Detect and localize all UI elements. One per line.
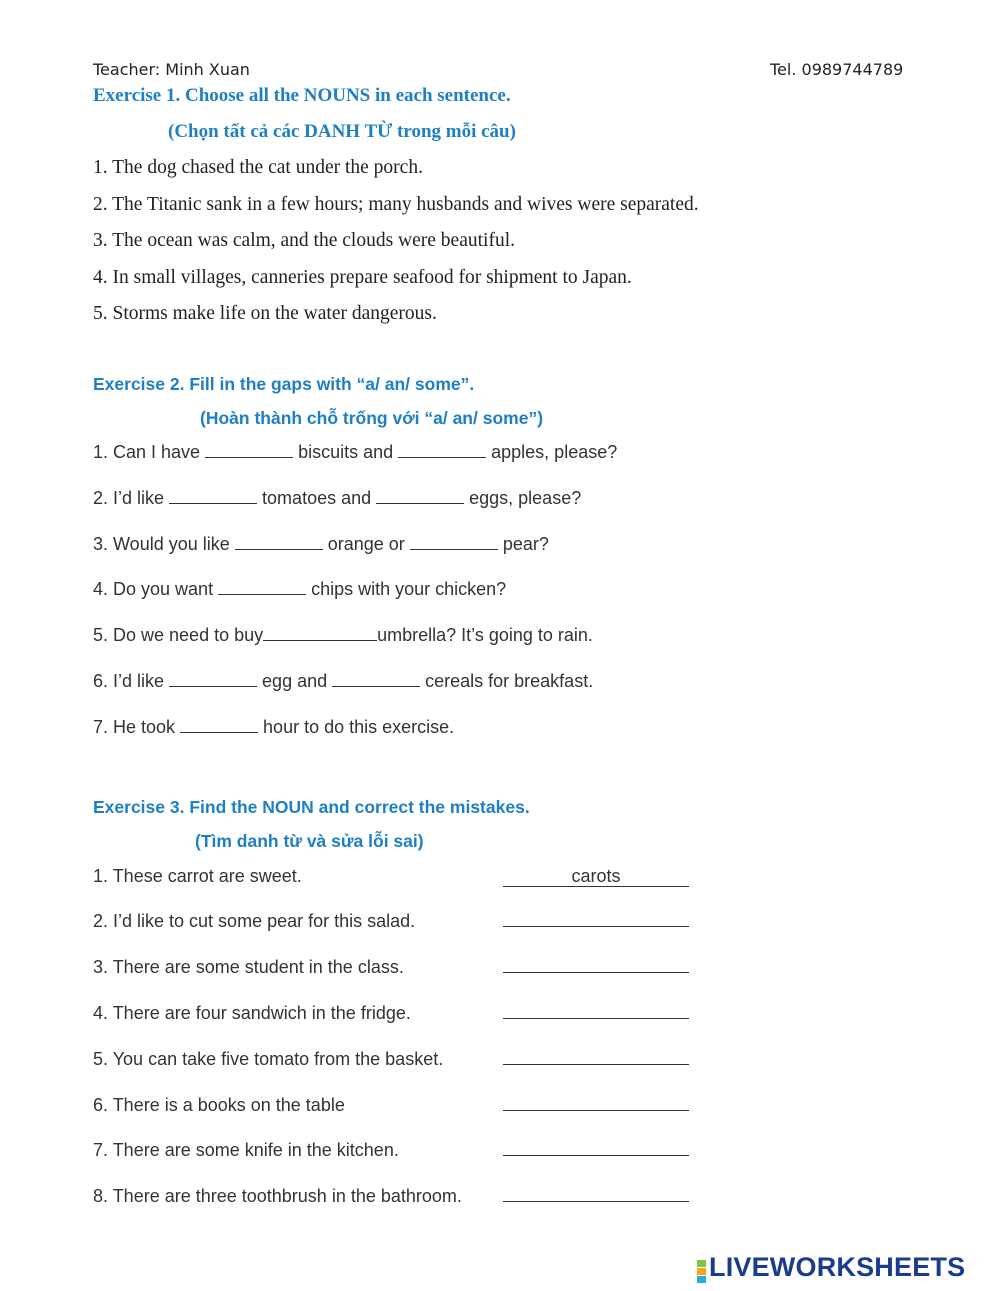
exercise-1-item[interactable]: 2. The Titanic sank in a few hours; many husbands and wives were separated. bbox=[93, 194, 699, 215]
exercise-2-item bbox=[93, 717, 454, 738]
exercise-1-item[interactable]: 1. The dog chased the cat under the porch. bbox=[93, 157, 423, 178]
answer-blank[interactable] bbox=[169, 489, 257, 504]
teacher-name: Teacher: Minh Xuan bbox=[93, 60, 250, 79]
logo-block bbox=[697, 1260, 706, 1267]
exercise-3-title: Exercise 3. Find the NOUN and correct the mistakes. bbox=[93, 797, 530, 817]
exercise-2-title: Exercise 2. Fill in the gaps with “a/ an/ some”. bbox=[93, 374, 475, 394]
exercise-3-subtitle: (Tìm danh từ và sửa lỗi sai) bbox=[195, 831, 424, 851]
answer-field[interactable] bbox=[503, 1018, 689, 1019]
answer-blank[interactable] bbox=[332, 672, 420, 687]
liveworksheets-logo[interactable] bbox=[697, 1252, 965, 1284]
exercise-3-answer[interactable] bbox=[503, 866, 689, 887]
exercise-3-sentence: 7. There are some knife in the kitchen. bbox=[93, 1140, 399, 1160]
answer-field[interactable] bbox=[503, 1064, 689, 1065]
answer-blank[interactable] bbox=[169, 672, 257, 687]
exercise-3-answer[interactable] bbox=[503, 1186, 689, 1207]
exercise-3-sentence: 2. I’d like to cut some pear for this salad. bbox=[93, 911, 416, 931]
exercise-1-item[interactable]: 4. In small villages, canneries prepare seafood for shipment to Japan. bbox=[93, 267, 632, 288]
logo-block bbox=[697, 1268, 706, 1275]
answer-blank[interactable] bbox=[235, 535, 323, 550]
exercise-3-answer[interactable] bbox=[503, 1003, 689, 1024]
answer-blank[interactable] bbox=[218, 580, 306, 595]
teacher-phone: Tel. 0989744789 bbox=[770, 60, 904, 79]
item-text: 2. I’d like bbox=[93, 488, 170, 508]
exercise-3-answer[interactable] bbox=[503, 1049, 689, 1070]
logo-block bbox=[697, 1276, 706, 1283]
item-text: 6. I’d like bbox=[93, 671, 170, 691]
item-text: chips with your chicken? bbox=[306, 579, 507, 599]
answer-blank[interactable] bbox=[376, 489, 464, 504]
item-text: umbrella? It’s going to rain. bbox=[377, 625, 593, 645]
exercise-3-sentence: 8. There are three toothbrush in the bathroom. bbox=[93, 1186, 462, 1206]
logo-blocks-icon bbox=[697, 1260, 706, 1284]
answer-field[interactable]: carots bbox=[503, 866, 689, 887]
answer-blank[interactable] bbox=[398, 443, 486, 458]
exercise-3-sentence: 1. These carrot are sweet. bbox=[93, 866, 302, 886]
exercise-2-item bbox=[93, 442, 617, 463]
item-text: 7. He took bbox=[93, 717, 181, 737]
answer-field[interactable] bbox=[503, 1110, 689, 1111]
exercise-1-subtitle: (Chọn tất cả các DANH TỪ trong mỗi câu) bbox=[168, 121, 516, 142]
item-text: apples, please? bbox=[486, 442, 618, 462]
item-text: tomatoes and bbox=[257, 488, 377, 508]
exercise-1-item[interactable]: 3. The ocean was calm, and the clouds were beautiful. bbox=[93, 230, 515, 251]
item-text: cereals for breakfast. bbox=[420, 671, 594, 691]
exercise-2-item bbox=[93, 579, 506, 600]
item-text: hour to do this exercise. bbox=[258, 717, 455, 737]
exercise-3-answer[interactable] bbox=[503, 1095, 689, 1116]
answer-blank[interactable] bbox=[263, 626, 377, 641]
exercise-1-title: Exercise 1. Choose all the NOUNS in each sentence. bbox=[93, 85, 511, 106]
item-text: 4. Do you want bbox=[93, 579, 219, 599]
answer-blank[interactable] bbox=[180, 718, 258, 733]
answer-field[interactable] bbox=[503, 1201, 689, 1202]
exercise-2-item bbox=[93, 625, 593, 646]
answer-field[interactable] bbox=[503, 1155, 689, 1156]
item-text: biscuits and bbox=[293, 442, 399, 462]
exercise-2-item bbox=[93, 671, 593, 692]
item-text: 3. Would you like bbox=[93, 534, 235, 554]
exercise-3-answer[interactable] bbox=[503, 911, 689, 932]
item-text: 5. Do we need to buy bbox=[93, 625, 264, 645]
exercise-1-item[interactable]: 5. Storms make life on the water dangerous. bbox=[93, 303, 437, 324]
exercise-3-sentence: 3. There are some student in the class. bbox=[93, 957, 404, 977]
answer-blank[interactable] bbox=[205, 443, 293, 458]
exercise-3-sentence: 4. There are four sandwich in the fridge. bbox=[93, 1003, 411, 1023]
answer-blank[interactable] bbox=[410, 535, 498, 550]
answer-field[interactable] bbox=[503, 972, 689, 973]
exercise-3-answer[interactable] bbox=[503, 957, 689, 978]
item-text: 1. Can I have bbox=[93, 442, 206, 462]
item-text: orange or bbox=[322, 534, 410, 554]
item-text: pear? bbox=[497, 534, 549, 554]
exercise-2-subtitle: (Hoàn thành chỗ trống với “a/ an/ some”) bbox=[200, 408, 544, 428]
exercise-3-sentence: 6. There is a books on the table bbox=[93, 1095, 345, 1115]
answer-field[interactable] bbox=[503, 926, 689, 927]
item-text: egg and bbox=[257, 671, 333, 691]
exercise-2-item bbox=[93, 534, 549, 555]
exercise-2-item bbox=[93, 488, 581, 509]
exercise-3-answer[interactable] bbox=[503, 1140, 689, 1161]
logo-text: LIVEWORKSHEETS bbox=[709, 1252, 966, 1282]
item-text: eggs, please? bbox=[464, 488, 582, 508]
exercise-3-sentence: 5. You can take five tomato from the basket. bbox=[93, 1049, 444, 1069]
